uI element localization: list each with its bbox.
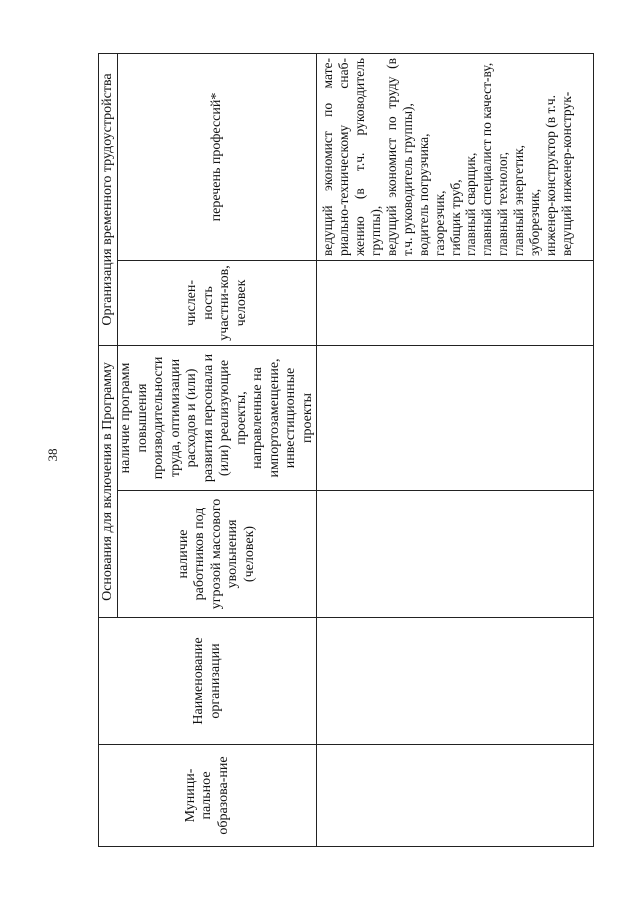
cell-municipality [317,745,594,847]
employment-program-table [98,53,594,847]
cell-professions [317,53,594,260]
col-org-name-header: Наименование организации [99,618,317,745]
col-programs-header: наличие программ повышения производительности труда, оптимизации расходов и (или) развития персонала и (или) реализующие проекты, направленные на импортозамещение, инвестиционные проекты [118,345,317,490]
profession-item: ведущий инженер-конструк- [559,91,575,256]
profession-item: зуборезчик, [527,188,543,256]
col-count-header: числен-ность участни-ков, человек [118,260,317,345]
profession-item: главный технолог, [495,151,511,256]
col-workers-header: наличие работников под угрозой массового увольнения (человек) [118,491,317,618]
col-professions-header: перечень профессий* [118,53,317,260]
cell-programs [317,345,594,490]
profession-item: главный сварщик, [463,152,479,256]
cell-workers [317,491,594,618]
profession-item: гибщик труб, [447,179,463,256]
profession-item: главный энергетик, [511,144,527,256]
profession-item: инженер-конструктор (в т.ч. [543,95,559,256]
profession-item: водитель погрузчика, [415,133,431,256]
page-number: 38 [45,448,60,462]
profession-item: главный специалист по качест-ву, [479,62,495,256]
profession-item: ведущий экономист по труду (в т.ч. руководитель группы), [383,57,415,256]
group-header-temp-employment: Организация временного трудоустройства [99,53,118,345]
profession-item: газорезчик, [431,190,447,256]
cell-count [317,260,594,345]
col-municipality-header: Муници-пальное образова-ние [99,745,317,847]
profession-item: ведущий экономист по мате-риально-техническому снаб-жению (в т.ч. руководитель группы), [320,57,383,256]
cell-org-name [317,618,594,745]
group-header-basis: Основания для включения в Программу [99,345,118,617]
rotated-table-sheet [98,54,594,847]
